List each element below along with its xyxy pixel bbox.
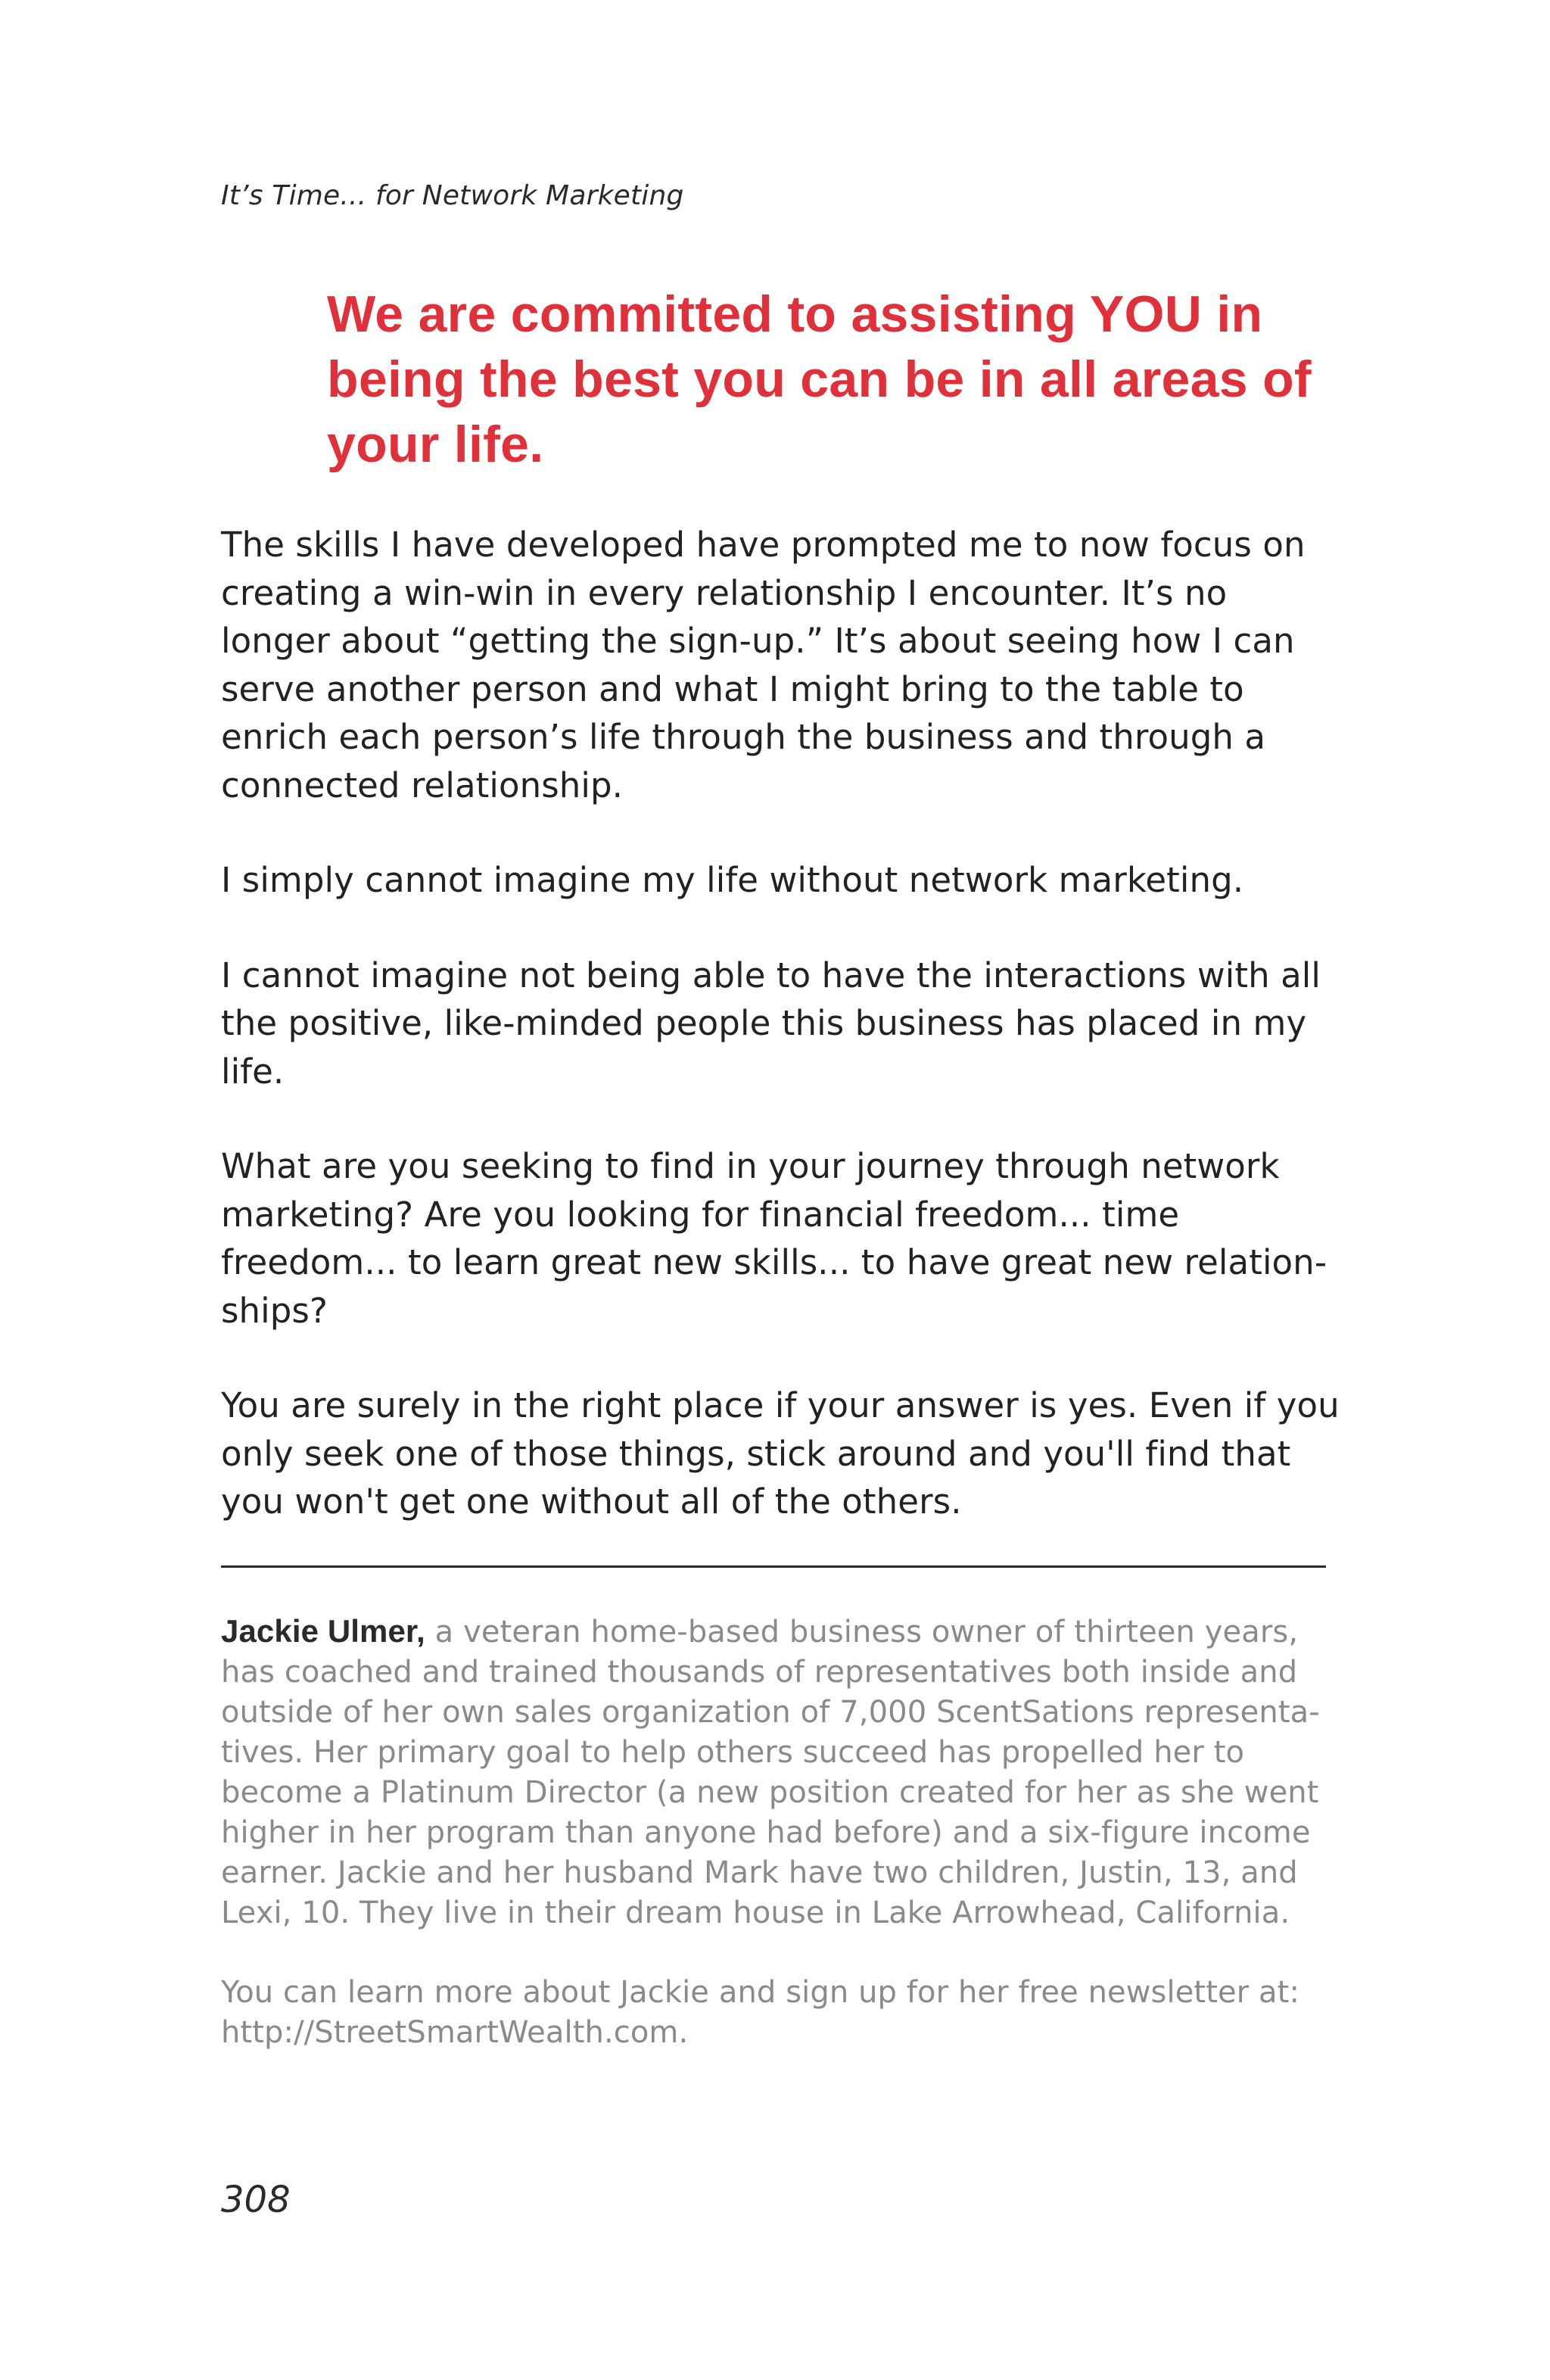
body-paragraph: You are surely in the right place if your answer is yes. Even if you only seek one of those things, stick around and you'll find that you won't get one without all of the others. bbox=[221, 1385, 1340, 1522]
body-text bbox=[221, 521, 1341, 1573]
divider-rule bbox=[221, 1565, 1326, 1568]
bio-text: a veteran home-based business owner of thirteen years, has coached and trained thousands of representatives both inside and outside of her own sales organization of 7,000 ScentSations representatives. Her primary goal to help others succeed has propelled her to become a Platinum Director (a new position created for her as she went higher in her program than anyone had before) and a six-figure income earner. Jackie and her husband Mark have two children, Justin, 13, and Lexi, 10. They live in their dream house in Lake Arrowhead, California. bbox=[221, 1615, 1320, 1930]
bio-more-info: You can learn more about Jackie and sign up for her free newsletter at: http://StreetSmartWealth.com. bbox=[221, 1975, 1300, 2050]
author-bio bbox=[221, 1611, 1341, 2092]
body-paragraph: I cannot imagine not being able to have the interactions with all the positive, like-minded people this business has placed in my life. bbox=[221, 955, 1321, 1092]
body-paragraph: I simply cannot imagine my life without network marketing. bbox=[221, 860, 1244, 900]
author-name: Jackie Ulmer, bbox=[221, 1613, 425, 1649]
body-paragraph: What are you seeking to find in your journey through network marketing? Are you looking for financial freedom... time freedom... to learn great new skills... to have great new relationships? bbox=[221, 1146, 1327, 1331]
page-number: 308 bbox=[221, 2179, 291, 2221]
pull-quote: We are committed to assisting YOU in being the best you can be in all areas of your life. bbox=[327, 285, 1312, 473]
bio-paragraph bbox=[221, 1611, 1341, 1933]
body-paragraph: The skills I have developed have prompted me to now focus on creating a win-win in every relationship I encounter. It’s no longer about “getting the sign-up.” It’s about seeing how I can serve another person and what I might bring to the table to enrich each person’s life through the business and through a connected relationship. bbox=[221, 525, 1306, 805]
running-head: It’s Time... for Network Marketing bbox=[221, 180, 684, 211]
